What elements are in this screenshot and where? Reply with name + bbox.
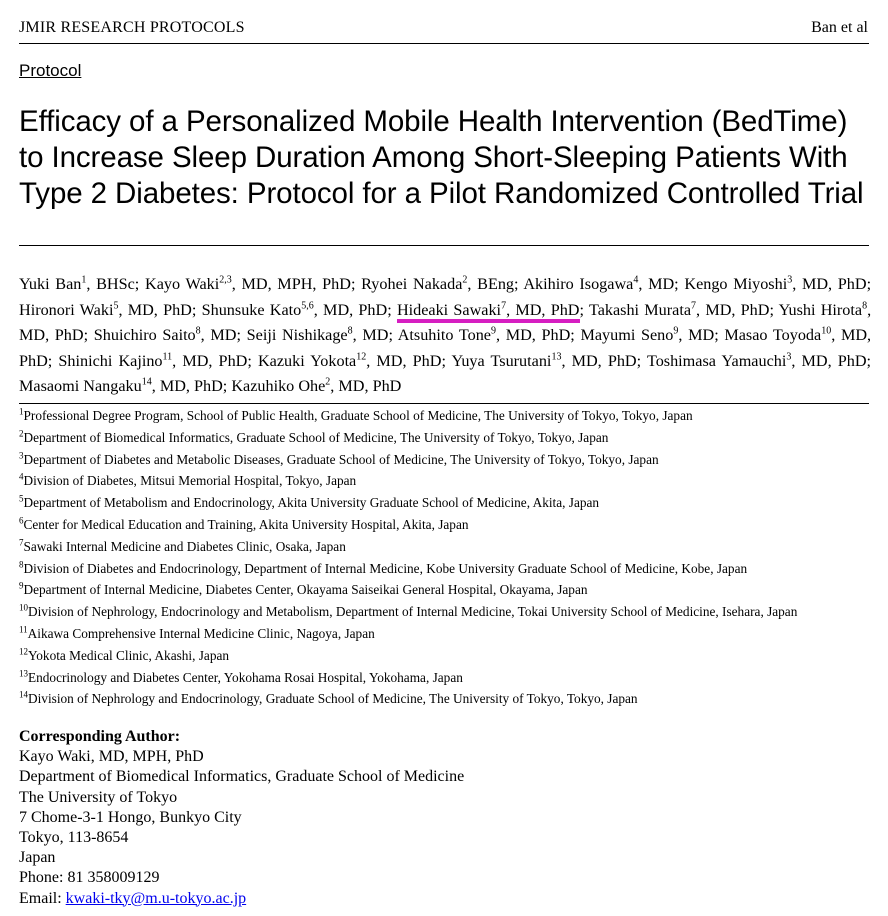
affiliation-text: Division of Diabetes and Endocrinology, Department of Internal Medicine, Kobe University Graduate School of Medicine, Kobe, Japan [23,560,748,576]
author-entry: Mayumi Seno$^9$, MD [580,325,715,344]
author-name: Akihiro Isogawa [523,275,634,293]
author-name: Toshimasa Yamauchi [646,351,787,370]
affiliation-item [19,470,879,492]
author-name: Atsuhito Tone [397,326,491,344]
affiliation-item [19,492,879,514]
email-link[interactable]: kwaki-tky@m.u-tokyo.ac.jp [65,889,247,907]
author-name: Yushi Hirota [778,300,863,319]
author-affiliation-number: 2 [462,274,468,286]
affiliation-number: 4 [19,471,24,482]
corr-line-name: Kayo Waki, MD, MPH, PhD [19,748,204,766]
author-affiliation-number: 10 [821,325,832,337]
author-name: Kazuhiko Ohe [231,377,326,395]
affiliation-item [19,667,879,689]
author-degree: MD, PhD [338,377,402,395]
author-name: Kazuki Yokota [257,351,357,370]
author-affiliation-number: 12 [356,351,367,363]
author-affiliation-number: 7 [691,300,697,312]
affiliation-text: Sawaki Internal Medicine and Diabetes Clinic, Osaka, Japan [23,538,346,554]
author-degree: MD, PhD [571,351,637,370]
affiliation-item [19,579,879,601]
affiliation-text: Professional Degree Program, School of Public Health, Graduate School of Medicine, The University of Tokyo, Tokyo, Japan [23,408,693,423]
author-degree: MD, PhD [801,275,867,293]
corresponding-author-block [19,727,464,909]
authors-divider [19,403,869,404]
corr-line-email [19,889,464,909]
affiliation-number: 8 [19,559,24,570]
affiliation-number: 3 [19,450,24,461]
affiliation-item [19,601,879,623]
author-affiliation-number: 5 [113,300,119,312]
author-name: Hideaki Sawaki [396,300,502,319]
journal-name: JMIR RESEARCH PROTOCOLS [19,19,245,36]
affiliation-item [19,645,879,667]
affiliation-item [19,405,879,427]
author-degree: MD, PhD [159,377,223,395]
author-name: Masao Toyoda [724,326,822,344]
affiliation-number: 11 [19,624,28,635]
affiliation-item [19,514,879,536]
author-entry: Yuki Ban$^1$, BHSc [19,274,135,293]
author-degree: MD, PhD [515,300,580,319]
affiliation-number: 14 [19,689,28,700]
author-name: Kengo Miyoshi [684,275,788,293]
corr-line-university: The University of Tokyo [19,788,178,806]
affiliation-number: 13 [19,668,28,679]
affiliation-text: Department of Diabetes and Metabolic Diseases, Graduate School of Medicine, The University of Tokyo, Tokyo, Japan [23,451,659,467]
author-affiliation-number: 14 [141,376,152,388]
affiliation-number: 7 [19,537,24,548]
author-entry-highlighted: Hideaki Sawaki$^7$, MD, PhD [397,301,580,323]
affiliation-text: Department of Internal Medicine, Diabetes Center, Okayama Saiseikai General Hospital, Okayama, Japan [23,582,588,598]
author-name: Shunsuke Kato [201,300,302,319]
header-divider [19,43,869,44]
author-entry: Shunsuke Kato$^{5,6}$, MD, PhD [201,300,388,319]
affiliation-item [19,688,879,710]
corr-line-department: Department of Biomedical Informatics, Graduate School of Medicine [19,768,465,786]
affiliation-number: 5 [19,493,24,504]
corr-line-country: Japan [19,849,56,867]
author-affiliation-number: 1 [81,274,87,286]
author-affiliation-number: 5,6 [301,300,314,312]
author-entry: Masaomi Nangaku$^{14}$, MD, PhD [19,376,223,395]
author-affiliation-number: 8 [347,325,353,337]
author-affiliation-number: 13 [551,351,562,363]
author-affiliation-number: 2,3 [219,274,232,286]
author-name: Shinichi Kajino [58,351,163,370]
author-degree: MD, MPH, PhD [241,275,351,293]
affiliation-text: Yokota Medical Clinic, Akashi, Japan [28,647,230,663]
author-affiliation-number: 3 [787,274,793,286]
affiliation-text: Department of Biomedical Informatics, Graduate School of Medicine, The University of Tokyo, Tokyo, Japan [23,429,609,445]
author-name: Hironori Waki [19,300,114,319]
author-entry: Atsuhito Tone$^9$, MD, PhD [397,325,571,344]
author-affiliation-number: 9 [673,325,679,337]
author-name: Seiji Nishikage [246,326,348,344]
author-name: Ryohei Nakada [361,275,463,293]
author-degree: MD, PhD [323,300,388,319]
affiliation-number: 10 [19,602,28,613]
author-degree: MD, PhD [127,300,192,319]
author-degree: MD [648,275,675,293]
affiliation-number: 1 [19,406,24,417]
author-degree: MD, PhD [182,351,248,370]
article-type-link[interactable]: Protocol [19,61,82,80]
author-name: Takashi Murata [588,300,692,319]
affiliation-item [19,623,879,645]
corr-line-phone: Phone: 81 358009129 [19,869,160,887]
author-affiliation-number: 7 [501,300,507,312]
author-affiliation-number: 8 [195,325,201,337]
author-degree: MD, PhD [705,300,770,319]
author-entry: Yuya Tsurutani$^{13}$, MD, PhD [451,351,637,370]
author-name: Kayo Waki [145,275,220,293]
author-entry: Hironori Waki$^5$, MD, PhD [19,300,192,319]
author-degree: MD, PhD [505,326,571,344]
author-entry: Akihiro Isogawa$^4$, MD [523,274,675,293]
author-affiliation-number: 11 [162,351,173,363]
affiliation-list [19,405,879,710]
author-name: Mayumi Seno [580,326,674,344]
author-degree: BEng [477,275,515,293]
author-degree: MD, PhD [376,351,442,370]
affiliation-item [19,427,879,449]
author-affiliation-number: 2 [325,376,331,388]
author-entry: Kazuhiko Ohe$^2$, MD, PhD [231,376,402,395]
author-degree: MD [210,326,237,344]
affiliation-text: Endocrinology and Diabetes Center, Yokohama Rosai Hospital, Yokohama, Japan [28,669,463,685]
affiliation-text: Division of Nephrology, Endocrinology and Metabolism, Department of Internal Medicine, Tokai University School of Medicine, Isehara, Japan [28,604,798,620]
author-name: Yuya Tsurutani [451,351,552,370]
author-name: Shuichiro Saito [93,326,196,344]
author-affiliation-number: 3 [786,351,792,363]
author-entry: Shinichi Kajino$^{11}$, MD, PhD [58,351,248,370]
affiliation-text: Division of Diabetes, Mitsui Memorial Hospital, Tokyo, Japan [23,473,357,489]
author-entry: Kengo Miyoshi$^3$, MD, PhD [684,274,867,293]
corr-line-street: 7 Chome-3-1 Hongo, Bunkyo City [19,808,242,826]
corr-line-city: Tokyo, 113-8654 [19,829,129,847]
author-name: Yuki Ban [19,275,82,293]
author-entry: Kayo Waki$^{2,3}$, MD, MPH, PhD [145,274,351,293]
author-entry: Seiji Nishikage$^8$, MD [246,325,389,344]
author-entry: Ryohei Nakada$^2$, BEng [361,274,515,293]
author-affiliation-number: 9 [490,325,496,337]
author-degree: MD [688,326,715,344]
author-degree: MD, PhD [801,351,867,370]
author-entry: Shuichiro Saito$^8$, MD [93,325,237,344]
author-affiliation-number: 4 [633,274,639,286]
affiliation-text: Department of Metabolism and Endocrinology, Akita University Graduate School of Medicine, Akita, Japan [23,495,600,511]
author-degree: MD, PhD [19,326,84,344]
email-label: Email: [19,889,66,907]
author-entry: Masao Toyoda$^{10}$, MD, PhD [19,325,872,370]
author-degree: MD [362,326,389,344]
affiliation-text: Center for Medical Education and Training, Akita University Hospital, Akita, Japan [23,516,469,532]
author-entry: Yushi Hirota$^8$, MD, PhD [19,300,872,344]
author-entry: Toshimasa Yamauchi$^3$, MD, PhD [646,351,867,370]
author-list: Yuki Ban$^1$, BHSc; Kayo Waki$^{2,3}$, MD, MPH, PhD; Ryohei Nakada$^2$, BEng; Akihiro Isogawa$^4$, MD; Kengo Miyoshi$^3$, MD, PhD; Hironori Waki$^5$, MD, PhD; Shunsuke Kato$^{5,6}$, MD, PhD; Hideaki Sawaki$^7$, MD, PhD; Takashi Murata$^7$, MD, PhD; Yushi Hirota$^8$, MD, PhD; Shuichiro Saito$^8$, MD; Seiji Nishikage$^8$, MD; Atsuhito Tone$^9$, MD, PhD; Mayumi Seno$^9$, MD; Masao Toyoda$^{10}$, MD, PhD; Shinichi Kajino$^{11}$, MD, PhD; Kazuki Yokota$^{12}$, MD, PhD; Yuya Tsurutani$^{13}$, MD, PhD; Toshimasa Yamauchi$^3$, MD, PhD; Masaomi Nangaku$^{14}$, MD, PhD; Kazuhiko Ohe$^2$, MD, PhD [19,274,872,395]
article-title: Efficacy of a Personalized Mobile Health Intervention (BedTime) to Increase Sleep Duration Among Short-Sleeping Patients With Type 2 Diabetes: Protocol for a Pilot Randomized Controlled Trial [19,105,864,210]
affiliation-item [19,536,879,558]
author-name: Masaomi Nangaku [19,377,142,395]
corresponding-author-label: Corresponding Author: [19,728,181,745]
running-author: Ban et al [811,19,868,36]
affiliation-number: 12 [19,646,28,657]
affiliation-text: Aikawa Comprehensive Internal Medicine Clinic, Nagoya, Japan [27,625,375,641]
author-entry: Kazuki Yokota$^{12}$, MD, PhD [257,351,442,370]
author-degree: BHSc [96,275,135,293]
affiliation-item [19,449,879,471]
author-affiliation-number: 8 [862,300,868,312]
affiliation-number: 2 [19,428,24,439]
affiliation-number: 6 [19,515,24,526]
affiliation-item [19,558,879,580]
author-degree: MD, PhD [19,326,872,370]
author-entry: Takashi Murata$^7$, MD, PhD [588,300,770,319]
affiliation-text: Division of Nephrology and Endocrinology, Graduate School of Medicine, The University of Tokyo, Tokyo, Japan [28,691,638,707]
affiliation-number: 9 [19,580,24,591]
title-divider [19,245,869,246]
